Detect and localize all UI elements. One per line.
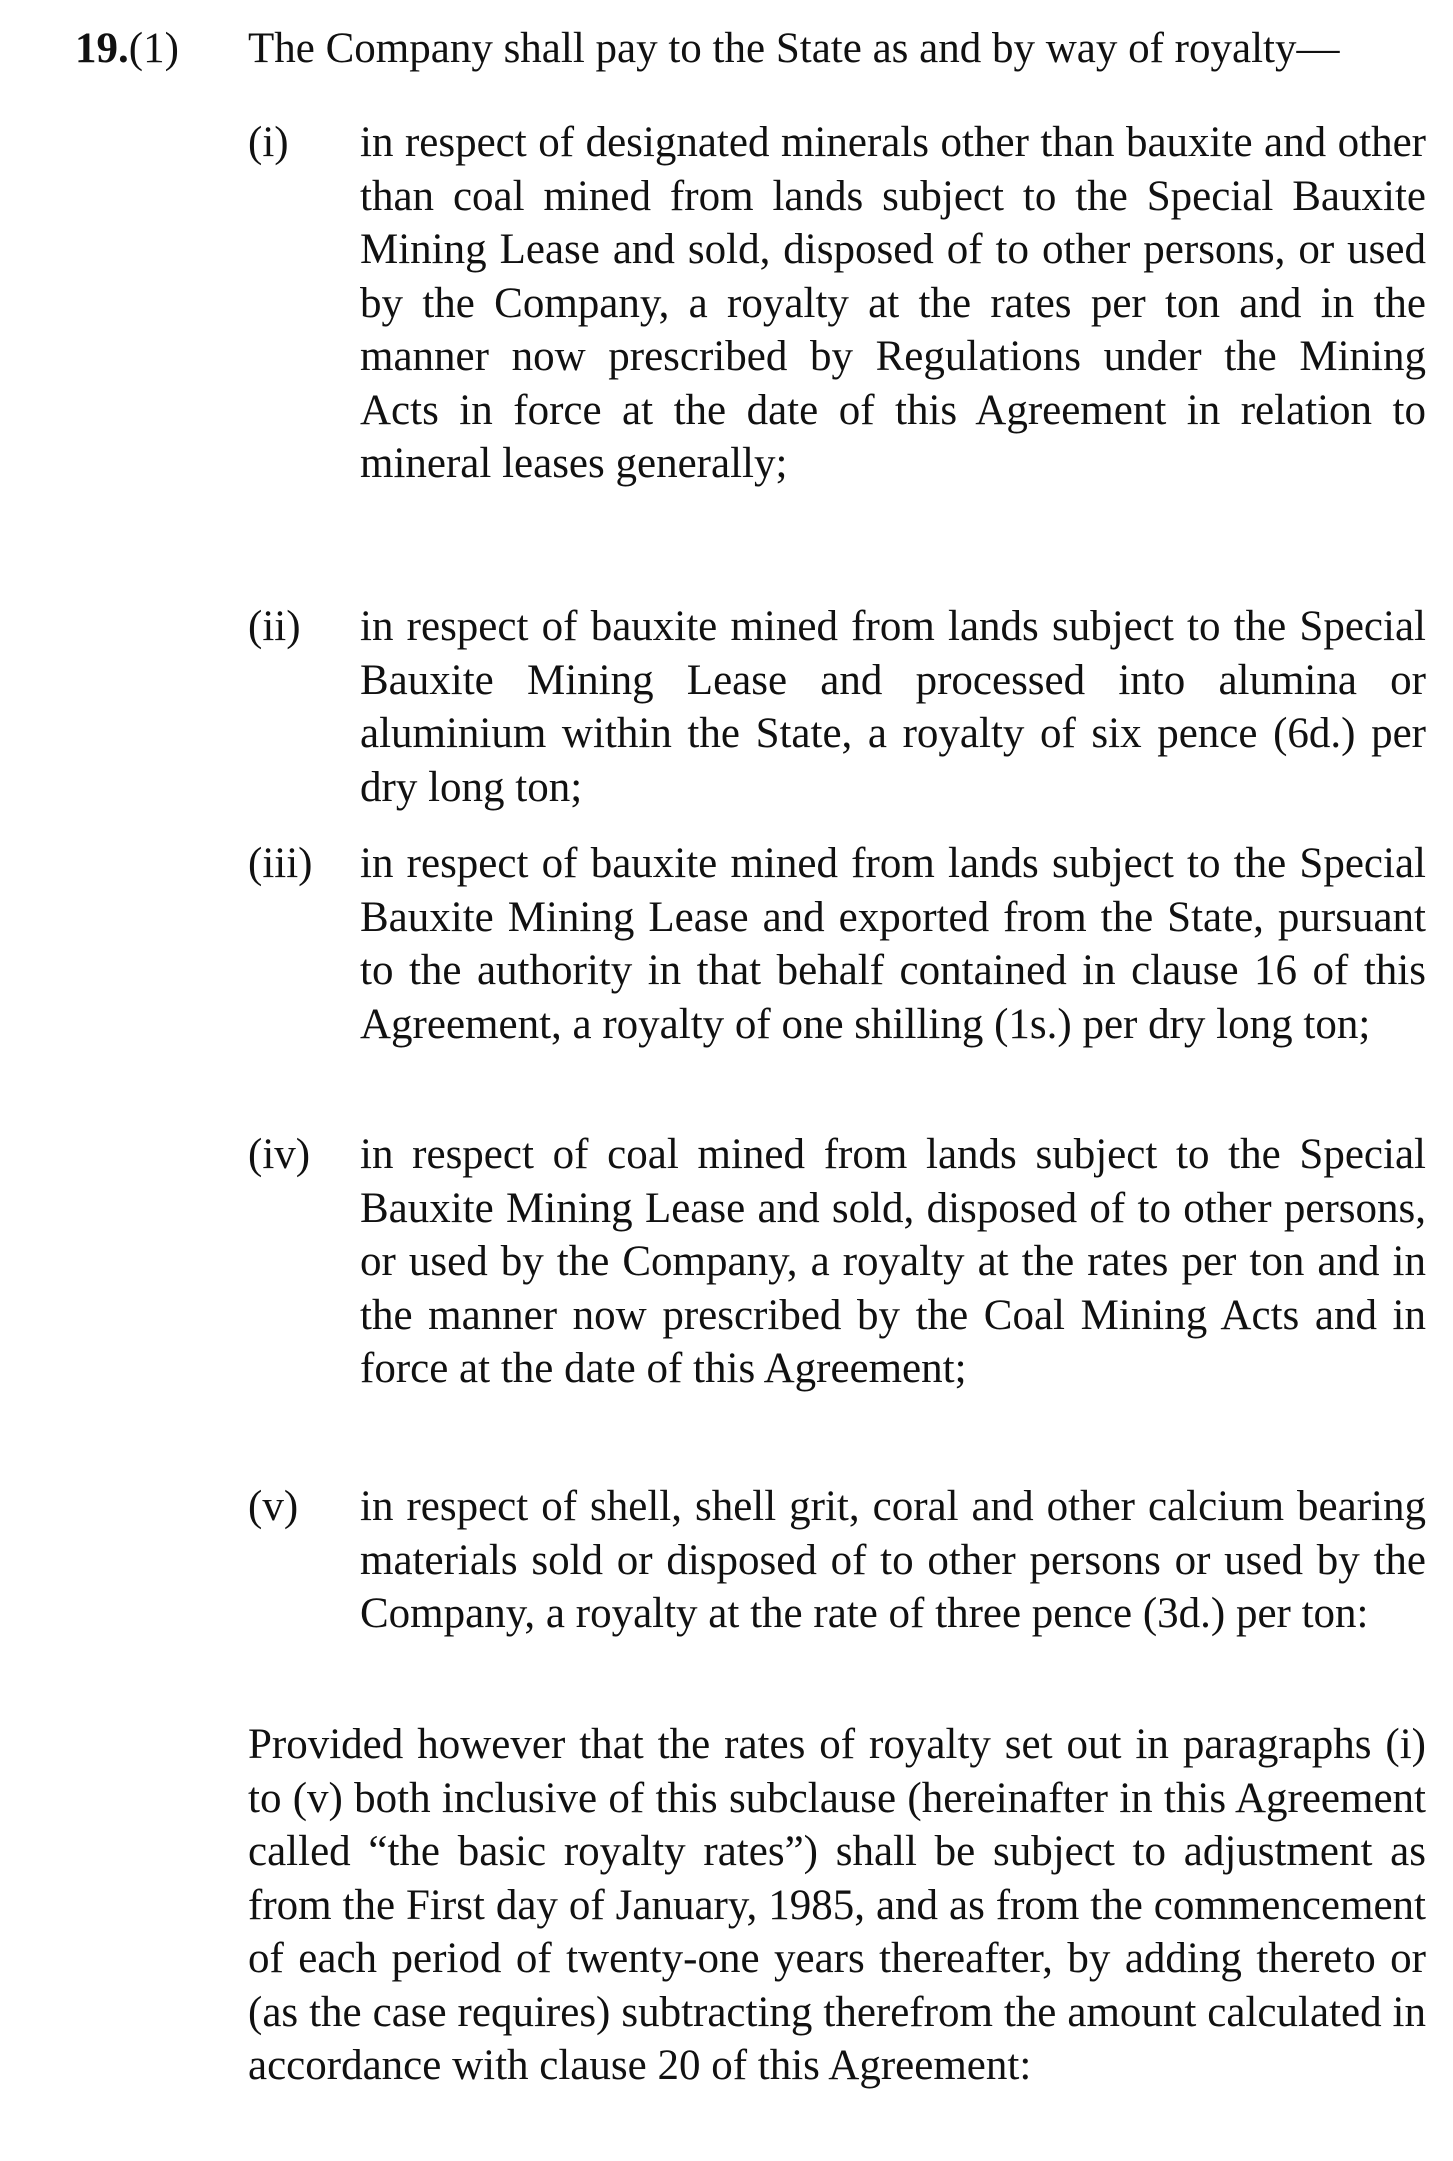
item-text-iii: in respect of bauxite mined from lands subject to the Special Bauxite Mining Lease and exported from the State, pursuant to the authority in that behalf contained in clause 16 of this Agreement, a royalty of one shilling (1s.) per dry long ton; [360,840,1426,1048]
clause-heading [75,22,179,76]
clause-number: 19. [75,25,129,72]
proviso-paragraph: Provided however that the rates of royalty set out in paragraphs (i) to (v) both inclusive of this subclause (hereinafter in this Agreement called “the basic royalty rates”) shall be subject to adjustment as from the First day of January, 1985, and as from the commencement of each period of twenty-one years thereafter, by adding thereto or (as the case requires) subtracting therefrom the amount calculated in accordance with clause 20 of this Agreement: [248,1721,1426,2089]
item-label-iv: (iv) [248,1131,311,1178]
item-text-v: in respect of shell, shell grit, coral and other calcium bearing materials sold or disposed of to other persons or used by the Company, a royalty at the rate of three pence (3d.) per ton: [360,1483,1426,1637]
item-text-iv: in respect of coal mined from lands subject to the Special Bauxite Mining Lease and sold, disposed of to other persons, or used by the Company, a royalty at the rates per ton and in the manner now prescribed by the Coal Mining Acts and in force at the date of this Agreement; [360,1131,1426,1392]
subclause-number: (1) [128,25,179,72]
clause-intro: The Company shall pay to the State as and by way of royalty— [248,25,1340,72]
item-label-v: (v) [248,1483,299,1530]
item-label-ii: (ii) [248,603,301,650]
item-text-i: in respect of designated minerals other than bauxite and other than coal mined from lands subject to the Special Bauxite Mining Lease and sold, disposed of to other persons, or used by the Company, a royalty at the rates per ton and in the manner now prescribed by Regulations under the Mining Acts in force at the date of this Agreement in relation to mineral leases generally; [360,119,1426,487]
item-label-i: (i) [248,119,289,166]
item-text-ii: in respect of bauxite mined from lands subject to the Special Bauxite Mining Lease and processed into alumina or aluminium within the State, a royalty of six pence (6d.) per dry long ton; [360,603,1426,811]
item-label-iii: (iii) [248,840,313,887]
